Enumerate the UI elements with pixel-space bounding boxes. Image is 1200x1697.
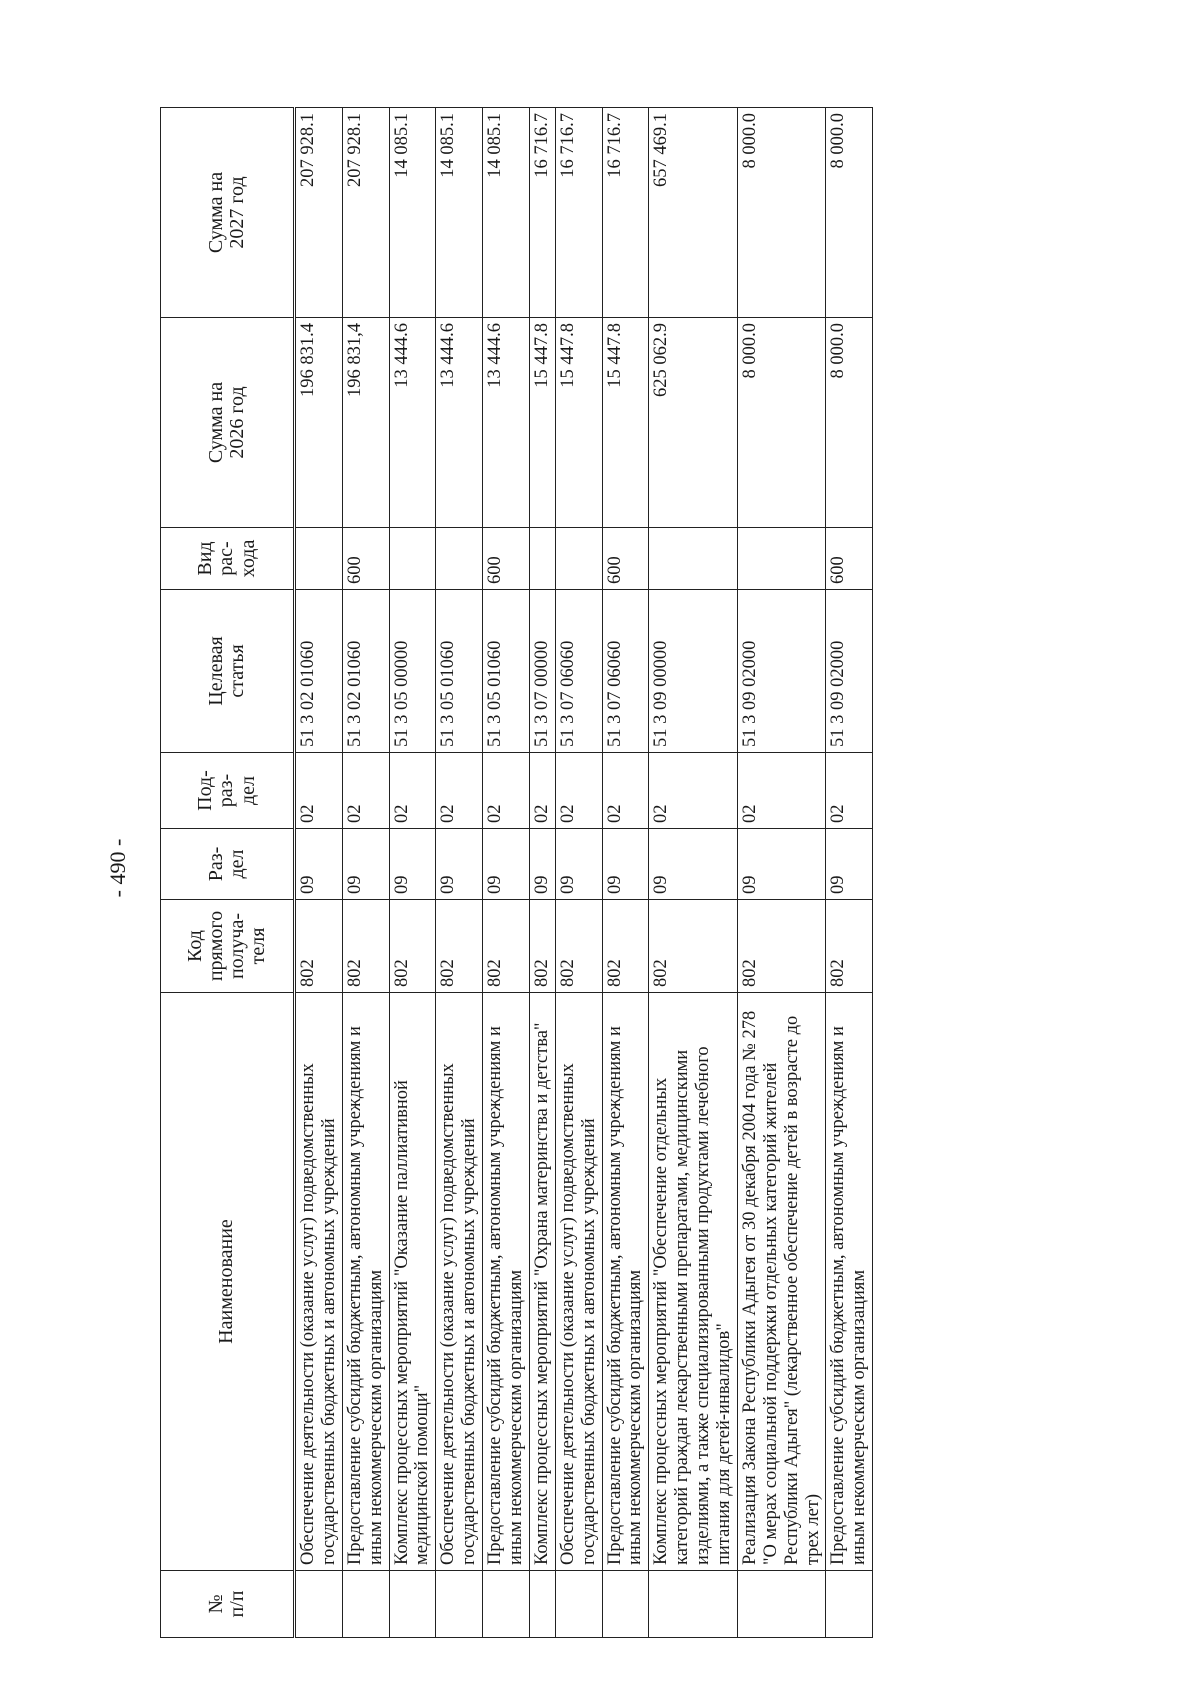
row-number [649,1571,738,1638]
row-number [342,1571,389,1638]
row-recipient-code: 802 [389,900,436,993]
row-sum-2027: 207 928.1 [342,108,389,318]
table-row [342,108,389,1638]
row-sum-2026: 8 000.0 [737,318,826,528]
row-sum-2026: 625 062.9 [649,318,738,528]
row-sum-2027: 16 716.7 [602,108,649,318]
table-row [555,108,602,1638]
header-subsection: Под- раз- дел [161,753,295,829]
table-row [826,108,873,1638]
header-no: № п/п [161,1571,295,1638]
row-subsection: 02 [826,753,873,829]
row-target-article: 51 3 05 01060 [436,590,483,753]
row-section: 09 [483,829,530,900]
row-section: 09 [529,829,555,900]
row-number [826,1571,873,1638]
row-target-article: 51 3 05 01060 [483,590,530,753]
row-recipient-code: 802 [295,900,343,993]
row-sum-2027: 16 716.7 [555,108,602,318]
row-number [436,1571,483,1638]
row-section: 09 [826,829,873,900]
budget-table-rotated [160,108,1050,1638]
row-expense-type [555,528,602,590]
row-recipient-code: 802 [602,900,649,993]
row-sum-2027: 14 085.1 [389,108,436,318]
row-name: Предоставление субсидий бюджетным, автономным учреждениям и иным некоммерческим организациям [342,993,389,1571]
row-recipient-code: 802 [737,900,826,993]
row-name: Реализация Закона Республики Адыгея от 30 декабря 2004 года № 278 "О мерах социальной поддержки отдельных категорий жителей Республики Адыгея" (лекарственное обеспечение детей в возрасте до трех лет) [737,993,826,1571]
row-sum-2026: 15 447.8 [555,318,602,528]
row-expense-type: 600 [602,528,649,590]
row-sum-2026: 13 444.6 [389,318,436,528]
row-section: 09 [389,829,436,900]
row-expense-type [737,528,826,590]
row-target-article: 51 3 09 02000 [826,590,873,753]
row-subsection: 02 [342,753,389,829]
header-target-article: Целевая статья [161,590,295,753]
header-recipient-code: Код прямого получа- теля [161,900,295,993]
row-number [602,1571,649,1638]
row-expense-type: 600 [826,528,873,590]
row-subsection: 02 [483,753,530,829]
row-section: 09 [555,829,602,900]
row-target-article: 51 3 09 02000 [737,590,826,753]
row-sum-2026: 13 444.6 [436,318,483,528]
table-header [161,108,295,1638]
row-section: 09 [737,829,826,900]
row-number [483,1571,530,1638]
row-sum-2027: 14 085.1 [436,108,483,318]
page-number: - 490 - [105,838,130,898]
row-sum-2026: 13 444.6 [483,318,530,528]
row-expense-type: 600 [483,528,530,590]
row-number [389,1571,436,1638]
row-number [529,1571,555,1638]
row-subsection: 02 [389,753,436,829]
row-section: 09 [602,829,649,900]
row-name: Комплекс процессных мероприятий "Обеспечение отдельных категорий граждан лекарственными препаратами, медицинскими изделиями, а также специализированными продуктами лечебного питания для детей-инвалидов" [649,993,738,1571]
row-sum-2026: 196 831,4 [342,318,389,528]
row-section: 09 [436,829,483,900]
row-section: 09 [649,829,738,900]
row-sum-2026: 8 000.0 [826,318,873,528]
header-section: Раз- дел [161,829,295,900]
row-name: Комплекс процессных мероприятий "Охрана материнства и детства" [529,993,555,1571]
row-recipient-code: 802 [529,900,555,993]
row-target-article: 51 3 07 06060 [555,590,602,753]
row-section: 09 [342,829,389,900]
table-row [483,108,530,1638]
table-row [389,108,436,1638]
row-recipient-code: 802 [342,900,389,993]
row-name: Предоставление субсидий бюджетным, автономным учреждениям и иным некоммерческим организациям [602,993,649,1571]
row-subsection: 02 [295,753,343,829]
table-row [602,108,649,1638]
row-target-article: 51 3 02 01060 [295,590,343,753]
row-name: Предоставление субсидий бюджетным, автономным учреждениям и иным некоммерческим организациям [826,993,873,1571]
table-row [737,108,826,1638]
header-name: Наименование [161,993,295,1571]
row-name: Обеспечение деятельности (оказание услуг) подведомственных государственных бюджетных и автономных учреждений [555,993,602,1571]
row-number [555,1571,602,1638]
row-subsection: 02 [649,753,738,829]
row-number [295,1571,343,1638]
row-subsection: 02 [529,753,555,829]
row-sum-2027: 8 000.0 [826,108,873,318]
row-expense-type [529,528,555,590]
header-sum-2026: Сумма на 2026 год [161,318,295,528]
row-recipient-code: 802 [483,900,530,993]
row-expense-type [295,528,343,590]
budget-table [160,107,873,1638]
row-recipient-code: 802 [555,900,602,993]
row-name: Комплекс процессных мероприятий "Оказание паллиативной медицинской помощи" [389,993,436,1571]
row-sum-2027: 8 000.0 [737,108,826,318]
table-row [649,108,738,1638]
row-target-article: 51 3 09 00000 [649,590,738,753]
row-target-article: 51 3 02 01060 [342,590,389,753]
row-number [737,1571,826,1638]
row-name: Обеспечение деятельности (оказание услуг) подведомственных государственных бюджетных и автономных учреждений [295,993,343,1571]
table-row [295,108,343,1638]
row-sum-2026: 15 447.8 [529,318,555,528]
row-sum-2027: 657 469.1 [649,108,738,318]
row-sum-2027: 14 085.1 [483,108,530,318]
row-name: Обеспечение деятельности (оказание услуг) подведомственных государственных бюджетных и автономных учреждений [436,993,483,1571]
header-expense-type: Вид рас- хода [161,528,295,590]
row-subsection: 02 [555,753,602,829]
row-subsection: 02 [436,753,483,829]
row-expense-type [436,528,483,590]
row-subsection: 02 [737,753,826,829]
table-row [436,108,483,1638]
row-name: Предоставление субсидий бюджетным, автономным учреждениям и иным некоммерческим организациям [483,993,530,1571]
row-section: 09 [295,829,343,900]
table-row [529,108,555,1638]
row-sum-2027: 207 928.1 [295,108,343,318]
row-sum-2027: 16 716.7 [529,108,555,318]
row-expense-type [389,528,436,590]
row-expense-type: 600 [342,528,389,590]
row-expense-type [649,528,738,590]
header-sum-2027: Сумма на 2027 год [161,108,295,318]
row-recipient-code: 802 [826,900,873,993]
row-subsection: 02 [602,753,649,829]
row-target-article: 51 3 07 00000 [529,590,555,753]
row-target-article: 51 3 07 06060 [602,590,649,753]
row-sum-2026: 196 831.4 [295,318,343,528]
row-recipient-code: 802 [436,900,483,993]
row-recipient-code: 802 [649,900,738,993]
row-target-article: 51 3 05 00000 [389,590,436,753]
row-sum-2026: 15 447.8 [602,318,649,528]
